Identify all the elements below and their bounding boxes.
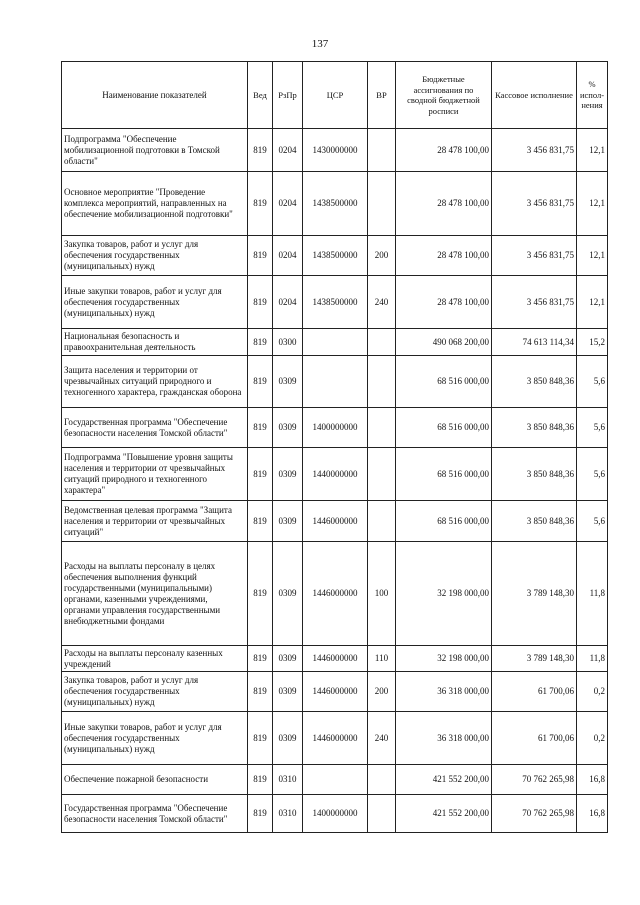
cell-vr: 110 xyxy=(368,646,396,672)
cell-csr: 1440000000 xyxy=(303,448,368,501)
cell-vr: 200 xyxy=(368,672,396,712)
cell-name: Иные закупки товаров, работ и услуг для обеспечения государственных (муниципальных) нужд xyxy=(62,712,248,765)
cell-percent: 0,2 xyxy=(577,712,608,765)
cell-ved: 819 xyxy=(248,129,273,172)
header-ved: Вед xyxy=(248,62,273,129)
cell-vr: 240 xyxy=(368,712,396,765)
cell-rzpr: 0309 xyxy=(273,356,303,408)
cell-budget: 28 478 100,00 xyxy=(396,129,492,172)
cell-vr xyxy=(368,172,396,236)
cell-csr: 1446000000 xyxy=(303,542,368,646)
cell-cash: 3 850 848,36 xyxy=(492,501,577,542)
cell-percent: 15,2 xyxy=(577,329,608,356)
cell-csr: 1446000000 xyxy=(303,672,368,712)
cell-name: Государственная программа "Обеспечение безопасности населения Томской области" xyxy=(62,408,248,448)
cell-rzpr: 0300 xyxy=(273,329,303,356)
cell-vr xyxy=(368,765,396,795)
cell-cash: 74 613 114,34 xyxy=(492,329,577,356)
cell-ved: 819 xyxy=(248,501,273,542)
cell-percent: 11,8 xyxy=(577,542,608,646)
cell-budget: 32 198 000,00 xyxy=(396,542,492,646)
cell-ved: 819 xyxy=(248,236,273,276)
cell-ved: 819 xyxy=(248,356,273,408)
cell-budget: 32 198 000,00 xyxy=(396,646,492,672)
cell-ved: 819 xyxy=(248,672,273,712)
cell-name: Подпрограмма "Повышение уровня защиты населения и территории от чрезвычайных ситуаций природного и техногенного характера" xyxy=(62,448,248,501)
cell-ved: 819 xyxy=(248,795,273,833)
cell-ved: 819 xyxy=(248,712,273,765)
cell-csr xyxy=(303,356,368,408)
cell-ved: 819 xyxy=(248,276,273,329)
cell-percent: 12,1 xyxy=(577,276,608,329)
cell-rzpr: 0309 xyxy=(273,408,303,448)
cell-rzpr: 0310 xyxy=(273,795,303,833)
cell-ved: 819 xyxy=(248,765,273,795)
table-row xyxy=(62,646,608,672)
cell-percent: 0,2 xyxy=(577,672,608,712)
cell-rzpr: 0309 xyxy=(273,501,303,542)
cell-name: Государственная программа "Обеспечение безопасности населения Томской области" xyxy=(62,795,248,833)
cell-csr: 1446000000 xyxy=(303,501,368,542)
cell-rzpr: 0309 xyxy=(273,646,303,672)
cell-csr xyxy=(303,329,368,356)
table-body xyxy=(62,129,608,833)
table-header-row xyxy=(62,62,608,129)
table-row xyxy=(62,795,608,833)
table-row xyxy=(62,542,608,646)
cell-cash: 3 850 848,36 xyxy=(492,448,577,501)
cell-budget: 68 516 000,00 xyxy=(396,501,492,542)
cell-vr xyxy=(368,356,396,408)
cell-rzpr: 0310 xyxy=(273,765,303,795)
cell-rzpr: 0309 xyxy=(273,672,303,712)
table-row xyxy=(62,129,608,172)
cell-name: Закупка товаров, работ и услуг для обеспечения государственных (муниципальных) нужд xyxy=(62,672,248,712)
cell-rzpr: 0309 xyxy=(273,448,303,501)
cell-csr: 1430000000 xyxy=(303,129,368,172)
cell-name: Расходы на выплаты персоналу казенных учреждений xyxy=(62,646,248,672)
table-row xyxy=(62,501,608,542)
cell-rzpr: 0309 xyxy=(273,712,303,765)
cell-budget: 68 516 000,00 xyxy=(396,448,492,501)
cell-vr: 240 xyxy=(368,276,396,329)
cell-percent: 11,8 xyxy=(577,646,608,672)
table-row xyxy=(62,236,608,276)
cell-vr xyxy=(368,795,396,833)
cell-budget: 490 068 200,00 xyxy=(396,329,492,356)
cell-ved: 819 xyxy=(248,448,273,501)
cell-cash: 3 789 148,30 xyxy=(492,646,577,672)
cell-cash: 3 456 831,75 xyxy=(492,172,577,236)
header-vr: ВР xyxy=(368,62,396,129)
header-rzpr: РзПр xyxy=(273,62,303,129)
cell-budget: 68 516 000,00 xyxy=(396,408,492,448)
cell-cash: 3 456 831,75 xyxy=(492,236,577,276)
cell-name: Национальная безопасность и правоохранительная деятельность xyxy=(62,329,248,356)
cell-csr: 1438500000 xyxy=(303,172,368,236)
cell-ved: 819 xyxy=(248,408,273,448)
cell-vr: 100 xyxy=(368,542,396,646)
cell-rzpr: 0204 xyxy=(273,172,303,236)
header-csr: ЦСР xyxy=(303,62,368,129)
cell-ved: 819 xyxy=(248,646,273,672)
cell-percent: 5,6 xyxy=(577,408,608,448)
table-row xyxy=(62,672,608,712)
cell-cash: 61 700,06 xyxy=(492,672,577,712)
cell-csr: 1438500000 xyxy=(303,236,368,276)
cell-percent: 12,1 xyxy=(577,236,608,276)
cell-vr: 200 xyxy=(368,236,396,276)
cell-name: Основное мероприятие "Проведение комплекса мероприятий, направленных на обеспечение мобилизационной подготовки" xyxy=(62,172,248,236)
cell-percent: 16,8 xyxy=(577,795,608,833)
cell-percent: 5,6 xyxy=(577,448,608,501)
header-cash: Кассовое исполнение xyxy=(492,62,577,129)
cell-rzpr: 0204 xyxy=(273,236,303,276)
table-row xyxy=(62,765,608,795)
cell-rzpr: 0204 xyxy=(273,129,303,172)
cell-budget: 28 478 100,00 xyxy=(396,236,492,276)
cell-budget: 28 478 100,00 xyxy=(396,276,492,329)
table-row xyxy=(62,712,608,765)
cell-percent: 12,1 xyxy=(577,129,608,172)
table-row xyxy=(62,356,608,408)
cell-vr xyxy=(368,501,396,542)
cell-name: Ведомственная целевая программа "Защита населения и территории от чрезвычайных ситуаций" xyxy=(62,501,248,542)
cell-csr: 1400000000 xyxy=(303,408,368,448)
cell-vr xyxy=(368,329,396,356)
cell-percent: 5,6 xyxy=(577,356,608,408)
cell-cash: 70 762 265,98 xyxy=(492,765,577,795)
table-row xyxy=(62,276,608,329)
cell-cash: 3 456 831,75 xyxy=(492,129,577,172)
cell-budget: 68 516 000,00 xyxy=(396,356,492,408)
cell-ved: 819 xyxy=(248,329,273,356)
cell-cash: 3 850 848,36 xyxy=(492,356,577,408)
table-row xyxy=(62,408,608,448)
cell-budget: 36 318 000,00 xyxy=(396,672,492,712)
cell-name: Иные закупки товаров, работ и услуг для обеспечения государственных (муниципальных) нужд xyxy=(62,276,248,329)
cell-csr: 1438500000 xyxy=(303,276,368,329)
cell-ved: 819 xyxy=(248,542,273,646)
cell-vr xyxy=(368,129,396,172)
cell-csr: 1400000000 xyxy=(303,795,368,833)
cell-cash: 3 456 831,75 xyxy=(492,276,577,329)
cell-percent: 12,1 xyxy=(577,172,608,236)
cell-name: Подпрограмма "Обеспечение мобилизационной подготовки в Томской области" xyxy=(62,129,248,172)
page-number: 137 xyxy=(311,38,329,50)
cell-cash: 3 789 148,30 xyxy=(492,542,577,646)
cell-name: Расходы на выплаты персоналу в целях обеспечения выполнения функций государственными (муниципальными) органами, казенными учреждениями, органами управления государственными внебюджетными фондами xyxy=(62,542,248,646)
header-name: Наименование показателей xyxy=(62,62,248,129)
cell-cash: 61 700,06 xyxy=(492,712,577,765)
cell-rzpr: 0309 xyxy=(273,542,303,646)
cell-name: Закупка товаров, работ и услуг для обеспечения государственных (муниципальных) нужд xyxy=(62,236,248,276)
budget-execution-table xyxy=(61,61,608,833)
cell-cash: 3 850 848,36 xyxy=(492,408,577,448)
table-row xyxy=(62,448,608,501)
table-row xyxy=(62,329,608,356)
header-percent: % испол-нения xyxy=(577,62,608,129)
cell-cash: 70 762 265,98 xyxy=(492,795,577,833)
cell-csr: 1446000000 xyxy=(303,712,368,765)
cell-rzpr: 0204 xyxy=(273,276,303,329)
cell-budget: 421 552 200,00 xyxy=(396,765,492,795)
cell-percent: 16,8 xyxy=(577,765,608,795)
cell-vr xyxy=(368,448,396,501)
header-budget: Бюджетные ассигнования по сводной бюджетной росписи xyxy=(396,62,492,129)
cell-csr xyxy=(303,765,368,795)
cell-name: Защита населения и территории от чрезвычайных ситуаций природного и техногенного характера, гражданская оборона xyxy=(62,356,248,408)
cell-budget: 36 318 000,00 xyxy=(396,712,492,765)
table-row xyxy=(62,172,608,236)
cell-ved: 819 xyxy=(248,172,273,236)
cell-budget: 421 552 200,00 xyxy=(396,795,492,833)
cell-budget: 28 478 100,00 xyxy=(396,172,492,236)
cell-percent: 5,6 xyxy=(577,501,608,542)
cell-name: Обеспечение пожарной безопасности xyxy=(62,765,248,795)
cell-csr: 1446000000 xyxy=(303,646,368,672)
cell-vr xyxy=(368,408,396,448)
